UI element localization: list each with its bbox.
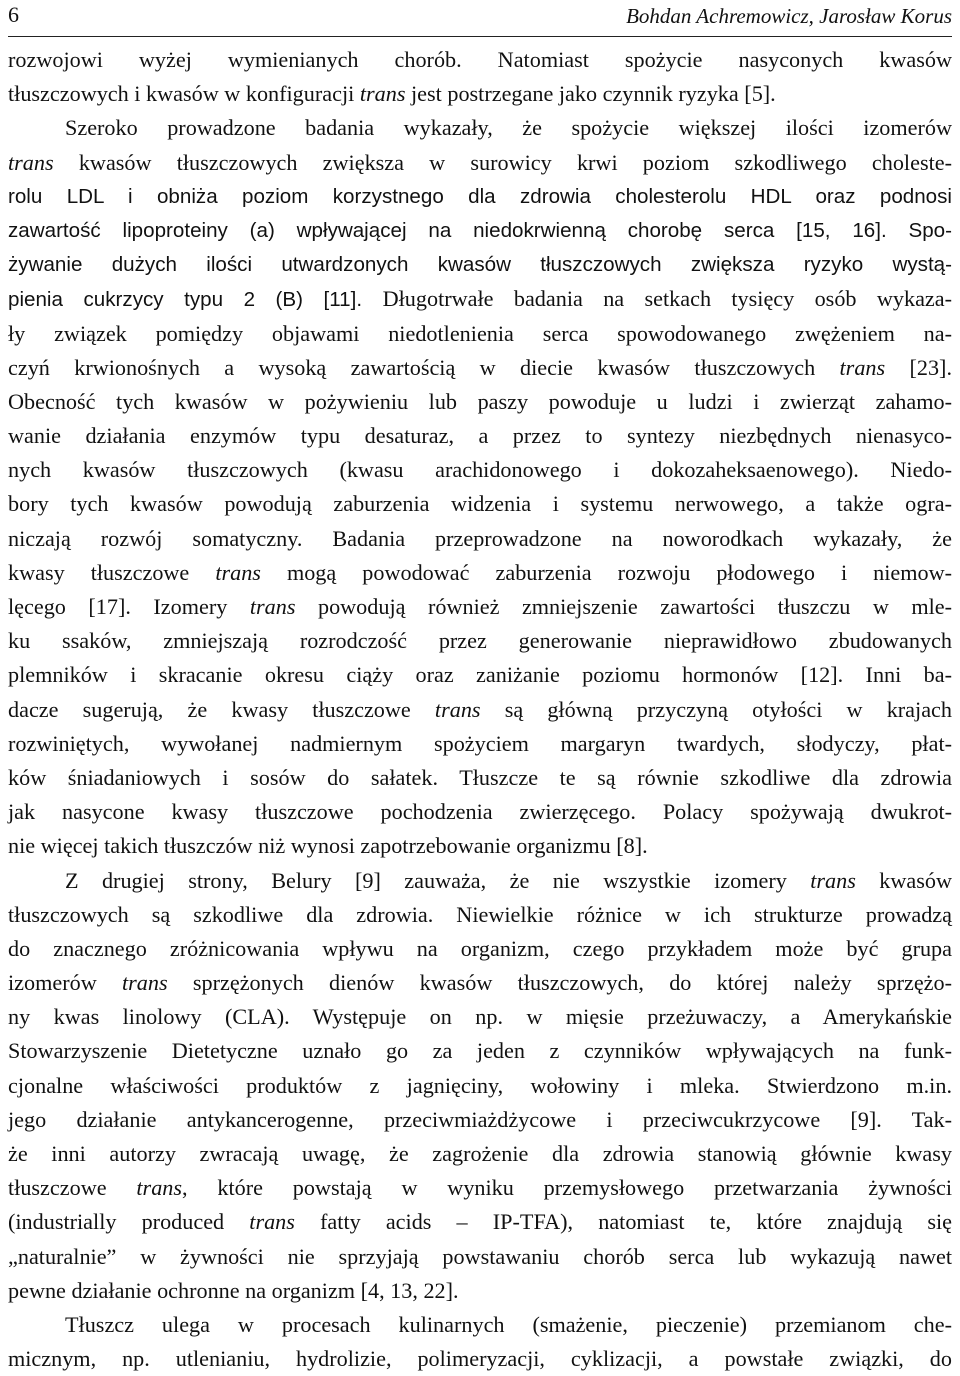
- text-segment: do znacznego zróżnicowania wpływu na organizm, czego przykładem może być grupa: [8, 935, 952, 961]
- text-segment: są główną przyczyną otyłości w krajach: [480, 696, 952, 722]
- text-line: [8, 1274, 952, 1308]
- text-line: [8, 658, 952, 692]
- text-line: [8, 1069, 952, 1103]
- text-segment: ny kwas linolowy (CLA). Występuje on np. w mięsie przeżuwaczy, a Amerykańskie: [8, 1004, 952, 1030]
- text-line: [8, 43, 952, 77]
- text-segment: że inni autorzy zwracają uwagę, że zagrożenie dla zdrowia stanowią głównie kwasy: [8, 1141, 952, 1166]
- text-segment: lęcego [17]. Izomery: [8, 594, 250, 619]
- text-line: [8, 1034, 952, 1068]
- text-segment: jak nasycone kwasy tłuszczowe pochodzenia zwierzęcego. Polacy spożywają dwukrot-: [8, 799, 952, 825]
- text-segment: nych kwasów tłuszczowych (kwasu arachidonowego i dokozaheksaenowego). Niedo-: [8, 457, 952, 483]
- text-segment: , które powstają w wyniku przemysłowego przetwarzania żywności: [182, 1175, 952, 1201]
- text-segment: powodują również zmniejszenie zawartości tłuszczu w mle-: [295, 594, 953, 619]
- text-line: [8, 727, 952, 761]
- text-segment: Stowarzyszenie Dietetyczne uznało go za jeden z czynników wpływających na funk-: [8, 1038, 952, 1064]
- text-segment: zawartość lipoproteiny (a) wpływającej na niedokrwienną chorobę serca [15, 16]. Spo-: [8, 218, 952, 242]
- text-segment: tłuszczowe: [8, 1175, 137, 1201]
- body-text: [8, 43, 952, 1376]
- italic-term: trans: [434, 696, 481, 722]
- text-line: [8, 1240, 952, 1274]
- italic-term: trans: [810, 867, 856, 893]
- text-segment: fatty acids – IP-TFA), natomiast te, które znajdują się: [294, 1209, 952, 1235]
- text-line: [8, 1342, 952, 1376]
- text-line: [8, 522, 952, 556]
- text-segment: pienia cukrzycy typu 2 (B) [11].: [8, 288, 383, 312]
- text-line: [8, 1000, 952, 1034]
- text-segment: rozwiniętych, wywołanej nadmiernym spożyciem margaryn twardych, słodyczy, płat-: [8, 730, 952, 756]
- italic-term: trans: [8, 149, 54, 175]
- text-line: [8, 1103, 952, 1137]
- text-segment: tłuszczowych są szkodliwe dla zdrowia. Niewielkie różnice w ich strukturze prowadzą: [8, 901, 952, 927]
- italic-term: trans: [136, 1175, 183, 1201]
- text-line: [8, 1137, 952, 1171]
- text-segment: nie więcej takich tłuszczów niż wynosi zapotrzebowanie organizmu [8].: [8, 833, 648, 859]
- text-line: [8, 864, 952, 898]
- text-line: [8, 795, 952, 829]
- text-segment: „naturalnie” w żywności nie sprzyjają powstawaniu chorób serca lub wykazują nawet: [8, 1243, 952, 1269]
- text-line: [8, 1171, 952, 1205]
- text-segment: [23].: [885, 354, 952, 380]
- text-line: [8, 829, 952, 863]
- text-segment: tłuszczowych i kwasów w konfiguracji: [8, 81, 360, 107]
- italic-term: trans: [249, 594, 296, 619]
- text-segment: cjonalne właściwości produktów z jagnięciny, wołowiny i mleka. Stwierdzono m.in.: [8, 1072, 952, 1098]
- text-segment: Z drugiej strony, Belury [9] zauważa, że nie wszystkie izomery: [65, 867, 811, 893]
- text-line: [8, 248, 952, 282]
- text-line: [8, 385, 952, 419]
- page-header: [8, 0, 952, 37]
- text-segment: jego działanie antykancerogenne, przeciwmiażdżycowe i przeciwcukrzycowe [9]. Tak-: [8, 1106, 952, 1132]
- text-segment: kwasów tłuszczowych zwiększa w surowicy krwi poziom szkodliwego choleste-: [53, 149, 952, 175]
- text-line: [8, 351, 952, 385]
- running-head: Bohdan Achremowicz, Jarosław Korus: [626, 4, 952, 28]
- page-number: 6: [8, 2, 19, 27]
- text-segment: jest postrzegane jako czynnik ryzyka [5].: [405, 81, 776, 107]
- text-line: [8, 590, 952, 624]
- italic-term: trans: [249, 1209, 295, 1235]
- text-segment: plemników i skracanie okresu ciąży oraz zaniżanie poziomu hormonów [12]. Inni ba-: [8, 662, 952, 688]
- text-segment: ku ssaków, zmniejszają rozrodczość przez generowanie nieprawidłowo zbudowanych: [8, 628, 952, 654]
- text-segment: ły związek pomiędzy objawami niedotlenienia serca spowodowanego zwężeniem na-: [8, 320, 952, 346]
- text-line: [8, 556, 952, 590]
- text-line: [8, 214, 952, 248]
- text-line: [8, 77, 952, 111]
- text-line: [8, 111, 952, 145]
- text-line: [8, 282, 952, 316]
- text-line: [8, 932, 952, 966]
- text-segment: Obecność tych kwasów w pożywieniu lub paszy powoduje u ludzi i zwierząt zahamo-: [8, 388, 952, 414]
- text-line: [8, 761, 952, 795]
- text-segment: (industrially produced: [8, 1209, 250, 1235]
- text-line: [8, 898, 952, 932]
- text-line: [8, 419, 952, 453]
- text-line: [8, 453, 952, 487]
- text-line: [8, 1308, 952, 1342]
- text-segment: niczają rozwój somatyczny. Badania przeprowadzone na noworodkach wykazały, że: [8, 525, 952, 551]
- text-segment: pewne działanie ochronne na organizm [4, 13, 22].: [8, 1277, 459, 1303]
- italic-term: trans: [215, 559, 261, 585]
- text-segment: mogą powodować zaburzenia rozwoju płodowego i niemow-: [260, 559, 952, 585]
- text-segment: bory tych kwasów powodują zaburzenia widzenia i systemu nerwowego, a także ogra-: [8, 491, 952, 517]
- italic-term: trans: [122, 970, 168, 996]
- text-line: [8, 1205, 952, 1239]
- text-segment: sprzężonych dienów kwasów tłuszczowych, do której należy sprzężo-: [167, 970, 952, 996]
- italic-term: trans: [359, 81, 406, 107]
- text-line: [8, 317, 952, 351]
- text-segment: kwasy tłuszczowe: [8, 559, 216, 585]
- text-segment: Szeroko prowadzone badania wykazały, że spożycie większej ilości izomerów: [65, 115, 952, 141]
- text-line: [8, 180, 952, 214]
- text-line: [8, 966, 952, 1000]
- text-segment: dacze sugerują, że kwasy tłuszczowe: [8, 696, 435, 722]
- text-line: [8, 487, 952, 521]
- text-line: [8, 624, 952, 658]
- text-segment: ków śniadaniowych i sosów do sałatek. Tłuszcze te są równie szkodliwe dla zdrowia: [8, 764, 952, 790]
- text-line: [8, 693, 952, 727]
- text-segment: rozwojowi wyżej wymienianych chorób. Natomiast spożycie nasyconych kwasów: [8, 47, 952, 72]
- text-segment: izomerów: [8, 970, 122, 996]
- text-segment: czyń krwionośnych a wysoką zawartością w diecie kwasów tłuszczowych: [8, 354, 840, 380]
- text-segment: żywanie dużych ilości utwardzonych kwasów tłuszczowych zwiększa ryzyko wystą-: [8, 253, 952, 277]
- text-segment: kwasów: [855, 867, 953, 893]
- text-segment: micznym, np. utlenianiu, hydrolizie, polimeryzacji, cyklizacji, a powstałe związki, do: [8, 1346, 952, 1372]
- italic-term: trans: [839, 354, 886, 380]
- text-segment: rolu LDL i obniża poziom korzystnego dla zdrowia cholesterolu HDL oraz podnosi: [8, 184, 952, 208]
- text-segment: Długotrwałe badania na setkach tysięcy osób wykaza-: [382, 286, 952, 312]
- text-segment: Tłuszcz ulega w procesach kulinarnych (smażenie, pieczenie) przemianom che-: [65, 1311, 952, 1337]
- text-segment: wanie działania enzymów typu desaturaz, a przez to syntezy niezbędnych nienasyco-: [8, 423, 952, 449]
- text-line: [8, 146, 952, 180]
